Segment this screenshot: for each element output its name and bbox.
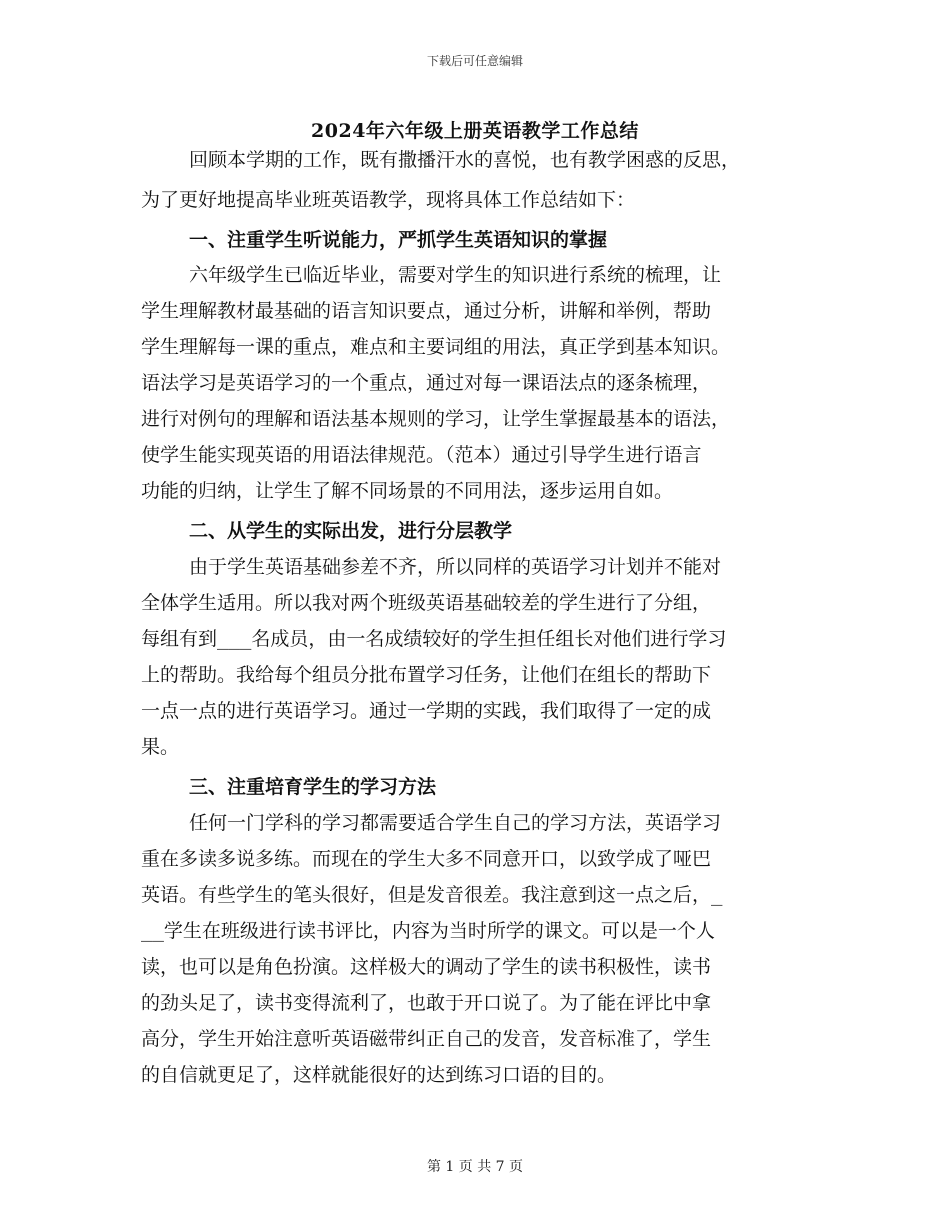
paragraph-line: 每组有到___名成员，由一名成绩较好的学生担任组长对他们进行学习 <box>141 628 727 650</box>
paragraph-line: 上的帮助。我给每个组员分批布置学习任务，让他们在组长的帮助下 <box>141 664 712 686</box>
paragraph-line: 任何一门学科的学习都需要适合学生自己的学习方法，英语学习 <box>189 812 722 834</box>
paragraph-line: 学生理解每一课的重点，难点和主要词组的用法，真正学到基本知识。 <box>141 336 731 358</box>
paragraph-line: 的劲头足了，读书变得流利了，也敢于开口说了。为了能在评比中拿 <box>141 992 712 1014</box>
paragraph-line: 学生理解教材最基础的语言知识要点，通过分析，讲解和举例，帮助 <box>141 300 712 322</box>
paragraph-line: 读，也可以是角色扮演。这样极大的调动了学生的读书积极性，读书 <box>141 956 712 978</box>
paragraph-line: 的自信就更足了，这样就能很好的达到练习口语的目的。 <box>141 1064 617 1086</box>
page-header-note: 下载后可任意编辑 <box>426 54 523 68</box>
paragraph-line: 六年级学生已临近毕业，需要对学生的知识进行系统的梳理，让 <box>189 264 722 286</box>
section-heading: 三、注重培育学生的学习方法 <box>189 776 437 798</box>
intro-line: 回顾本学期的工作，既有撒播汗水的喜悦，也有教学困惑的反思， <box>189 149 741 171</box>
paragraph-line: 全体学生适用。所以我对两个班级英语基础较差的学生进行了分组， <box>141 592 712 614</box>
paragraph-line: 使学生能实现英语的用语法律规范。（范本）通过引导学生进行语言 <box>141 444 702 466</box>
paragraph-line: 高分，学生开始注意听英语磁带纠正自己的发音，发音标准了，学生 <box>141 1028 712 1050</box>
paragraph-line: __学生在班级进行读书评比，内容为当时所学的课文。可以是一个人 <box>141 920 715 942</box>
section-heading: 一、注重学生听说能力，严抓学生英语知识的掌握 <box>189 229 608 251</box>
paragraph-line: 进行对例句的理解和语法基本规则的学习，让学生掌握最基本的语法， <box>141 408 731 430</box>
paragraph-line: 重在多读多说多练。而现在的学生大多不同意开口，以致学成了哑巴 <box>141 848 712 870</box>
paragraph-line: 一点一点的进行英语学习。通过一学期的实践，我们取得了一定的成 <box>141 700 712 722</box>
document-title: 2024年六年级上册英语教学工作总结 <box>311 120 639 142</box>
paragraph-line: 果。 <box>141 736 180 758</box>
paragraph-line: 英语。有些学生的笔头很好，但是发音很差。我注意到这一点之后，_ <box>141 884 723 906</box>
paragraph-line: 语法学习是英语学习的一个重点，通过对每一课语法点的逐条梳理， <box>141 372 712 394</box>
section-heading: 二、从学生的实际出发，进行分层教学 <box>189 520 513 542</box>
intro-line: 为了更好地提高毕业班英语教学，现将具体工作总结如下： <box>141 189 636 211</box>
page-number: 第 1 页 共 7 页 <box>426 1159 524 1175</box>
paragraph-line: 功能的归纳，让学生了解不同场景的不同用法，逐步运用自如。 <box>141 480 674 502</box>
paragraph-line: 由于学生英语基础参差不齐，所以同样的英语学习计划并不能对 <box>189 556 722 578</box>
